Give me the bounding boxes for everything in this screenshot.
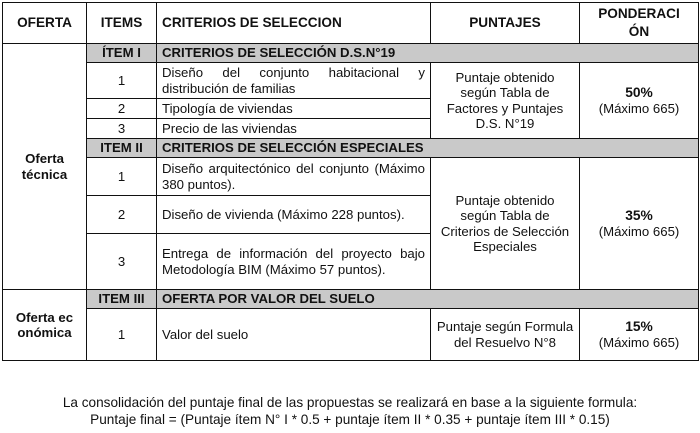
percent-value: 15% xyxy=(625,318,653,334)
header-oferta: OFERTA xyxy=(3,3,87,44)
puntaje-cell: Puntaje obtenido según Tabla de Factores y Puntajes D.S. N°19 xyxy=(431,63,580,139)
section-item-label: ITEM III xyxy=(87,290,157,309)
header-items: ITEMS xyxy=(87,3,157,44)
max-value: (Máximo 665) xyxy=(598,334,680,350)
formula-text: Puntaje final = (Puntaje ítem N° I * 0.5 + puntaje ítem II * 0.35 + puntaje ítem III * 0.15) xyxy=(90,412,610,427)
table-row xyxy=(3,63,699,99)
table-row xyxy=(3,309,699,361)
criterion-text: Diseño de vivienda (Máximo 228 puntos). xyxy=(157,196,431,234)
criterion-text: Diseño arquitectónico del conjunto (Máximo 380 puntos). xyxy=(157,158,431,196)
row-number: 3 xyxy=(87,119,157,139)
section-item-label: ITEM II xyxy=(87,139,157,158)
group-oferta-tecnica: Oferta técnica xyxy=(3,44,87,290)
scoring-table xyxy=(2,2,699,361)
section-row-item-3 xyxy=(3,290,699,309)
ponderacion-cell xyxy=(580,309,699,361)
criterion-text: Diseño del conjunto habitacional y distribución de familias xyxy=(157,63,431,99)
section-title: OFERTA POR VALOR DEL SUELO xyxy=(157,290,699,309)
ponderacion-cell xyxy=(580,63,699,139)
table-row xyxy=(3,158,699,196)
max-value: (Máximo 665) xyxy=(598,223,680,239)
header-puntajes: PUNTAJES xyxy=(431,3,580,44)
header-criterios: CRITERIOS DE SELECCION xyxy=(157,3,431,44)
row-number: 3 xyxy=(87,234,157,290)
criterion-text: Tipología de viviendas xyxy=(157,99,431,119)
max-value: (Máximo 665) xyxy=(598,100,680,116)
ponderacion-cell xyxy=(580,158,699,290)
puntaje-cell: Puntaje obtenido según Tabla de Criterios de Selección Especiales xyxy=(431,158,580,290)
section-title: CRITERIOS DE SELECCIÓN D.S.N°19 xyxy=(157,44,699,63)
row-number: 1 xyxy=(87,158,157,196)
criterion-text: Precio de las viviendas xyxy=(157,119,431,139)
criterion-text: Valor del suelo xyxy=(157,309,431,361)
row-number: 2 xyxy=(87,99,157,119)
row-number: 1 xyxy=(87,63,157,99)
header-row xyxy=(3,3,699,44)
row-number: 1 xyxy=(87,309,157,361)
group-oferta-economica: Oferta económica xyxy=(3,290,87,361)
row-number: 2 xyxy=(87,196,157,234)
puntaje-cell: Puntaje según Formula del Resuelvo N°8 xyxy=(431,309,580,361)
section-row-item-2 xyxy=(3,139,699,158)
header-ponderacion: PONDERACIÓN xyxy=(580,3,699,44)
formula-intro: La consolidación del puntaje final de las propuestas se realizará en base a la siguiente formula: xyxy=(62,395,638,410)
criterion-text: Entrega de información del proyecto bajo Metodología BIM (Máximo 57 puntos). xyxy=(157,234,431,290)
section-row-item-1 xyxy=(3,44,699,63)
section-item-label: ÍTEM I xyxy=(87,44,157,63)
percent-value: 50% xyxy=(625,84,653,100)
section-title: CRITERIOS DE SELECCIÓN ESPECIALES xyxy=(157,139,699,158)
percent-value: 35% xyxy=(625,207,653,223)
